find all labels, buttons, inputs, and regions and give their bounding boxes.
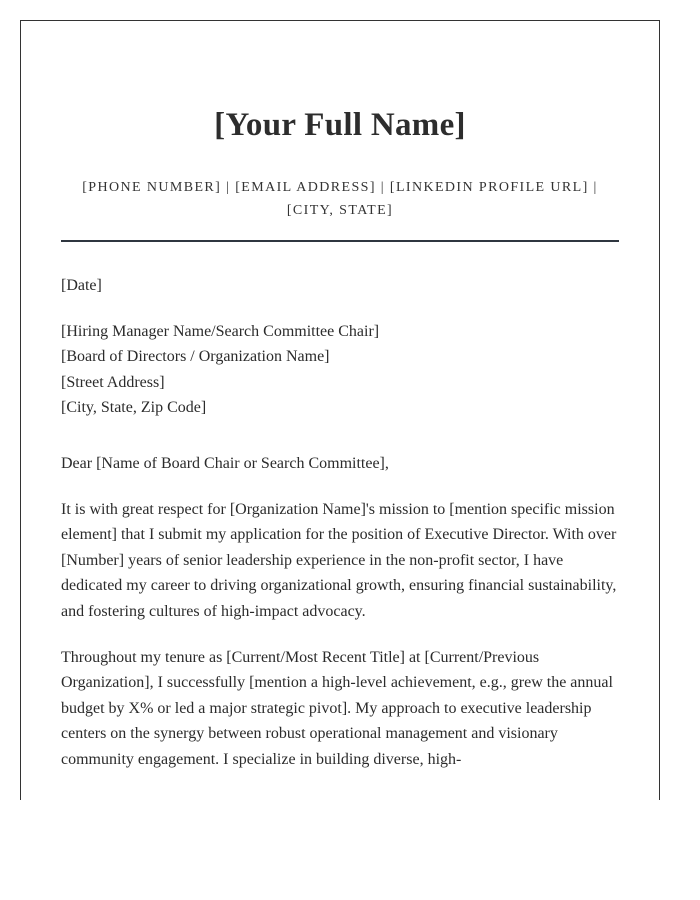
- body-paragraph: Throughout my tenure as [Current/Most Recent Title] at [Current/Previous Organization], I successfully [mention a high-level achievement, e.g., grew the annual budget by X% or led a major strategic pivot]. My approach to executive leadership centers on the synergy between robust operational management and visionary community engagement. I specialize in building diverse, high-: [61, 648, 613, 768]
- contact-info: [PHONE NUMBER] | [EMAIL ADDRESS] | [LINKEDIN PROFILE URL] | [CITY, STATE]: [82, 180, 598, 218]
- recipient-line: [Hiring Manager Name/Search Committee Chair]: [61, 322, 380, 340]
- recipient-line: [Board of Directors / Organization Name]: [61, 348, 330, 366]
- letter-date: [Date]: [61, 277, 102, 294]
- recipient-line: [Street Address]: [61, 373, 165, 391]
- header-divider: [61, 240, 619, 242]
- salutation: Dear [Name of Board Chair or Search Committee],: [61, 454, 389, 472]
- applicant-name: [Your Full Name]: [214, 107, 466, 143]
- body-paragraph: It is with great respect for [Organization Name]'s mission to [mention specific mission element] that I submit my application for the position of Executive Director. With over [Number] years of senior leadership experience in the non-profit sector, I have dedicated my career to driving organizational growth, ensuring financial sustainability, and fostering cultures of high-impact advocacy.: [61, 500, 617, 620]
- recipient-address: [61, 319, 619, 421]
- letter-body: [61, 273, 619, 793]
- letter-page: [20, 20, 660, 800]
- recipient-line: [City, State, Zip Code]: [61, 399, 207, 417]
